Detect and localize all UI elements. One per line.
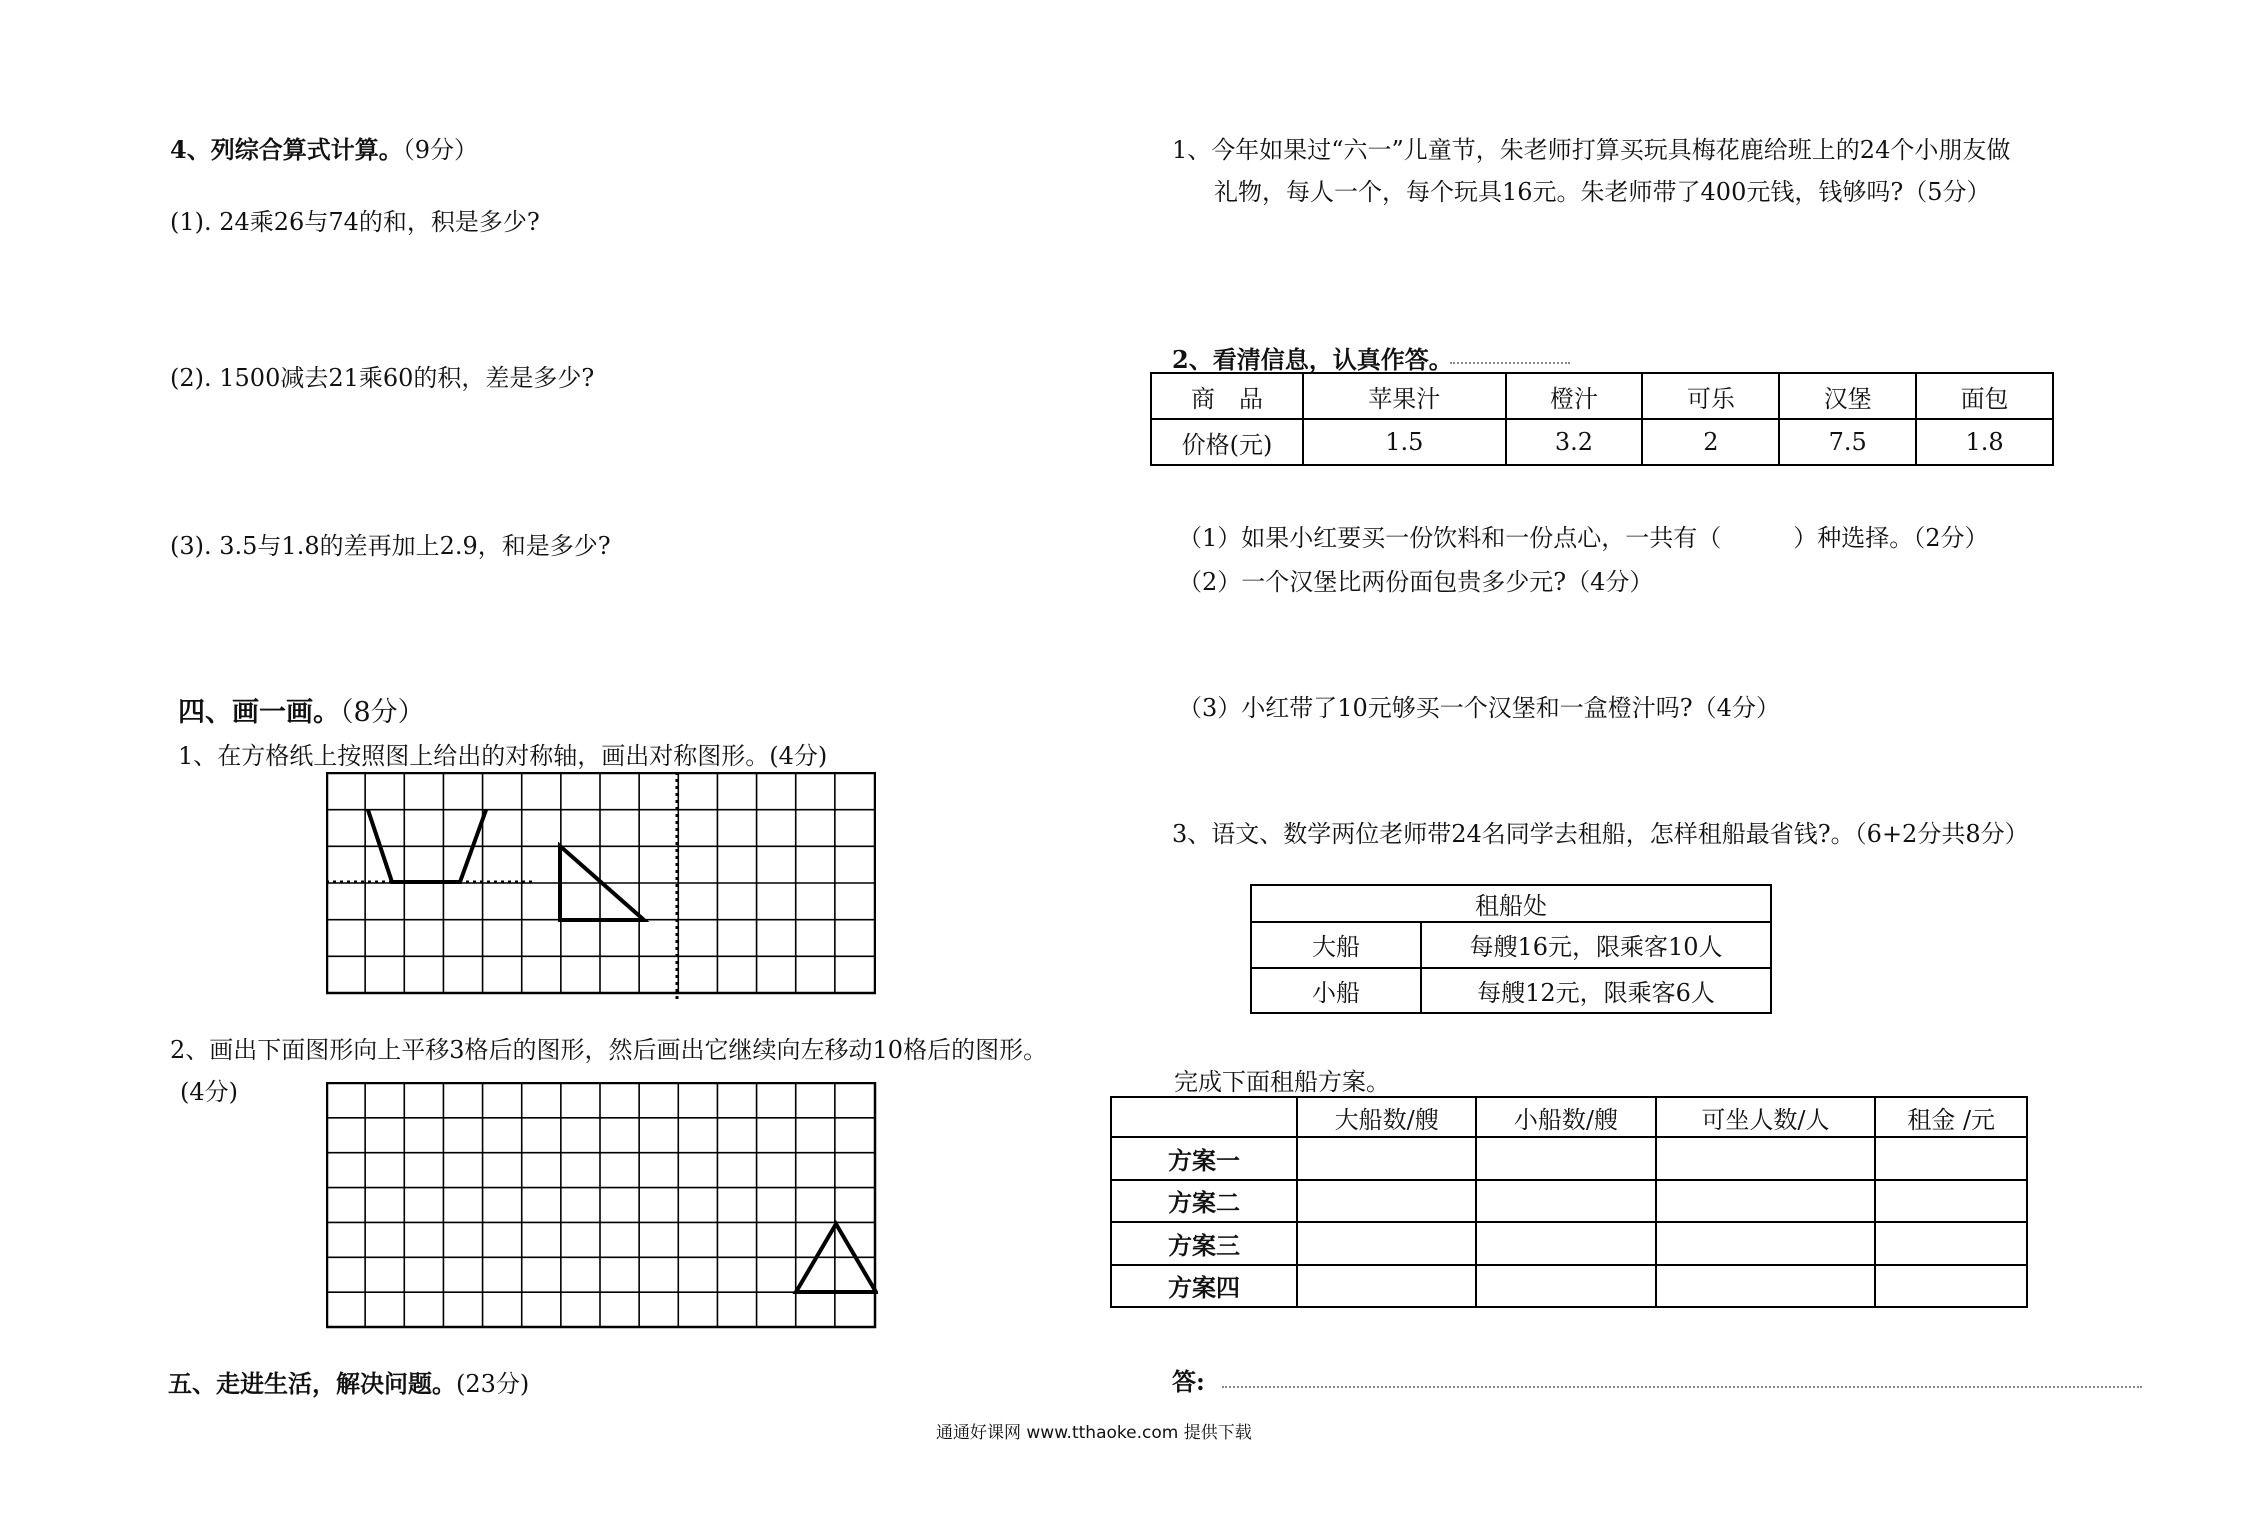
problem-2-q2: （2）一个汉堡比两份面包贵多少元?（4分） <box>1178 568 1654 596</box>
plan-cell[interactable] <box>1875 1137 2027 1180</box>
price-value: 2 <box>1642 419 1779 465</box>
plan-cell[interactable] <box>1656 1137 1876 1180</box>
plan-header-cell: 小船数/艘 <box>1476 1097 1655 1137</box>
problem-3-title: 3、语文、数学两位老师带24名同学去租船，怎样租船最省钱?。（6+2分共8分） <box>1172 820 2029 848</box>
plan-cell[interactable] <box>1297 1137 1476 1180</box>
question-2: (2). 1500减去21乘60的积，差是多少? <box>170 364 595 392</box>
problem-2-title: 2、看清信息，认真作答。 <box>1172 345 1453 374</box>
plan-cell[interactable] <box>1297 1265 1476 1308</box>
plan-cell[interactable] <box>1656 1180 1876 1223</box>
section-5-title <box>168 1364 529 1399</box>
section-5-points: (23分) <box>456 1370 530 1398</box>
plan-header-cell <box>1111 1097 1297 1137</box>
plan-row-label: 方案四 <box>1111 1265 1297 1308</box>
plan-cell[interactable] <box>1476 1180 1655 1223</box>
plan-cell[interactable] <box>1476 1137 1655 1180</box>
plan-row-label: 方案一 <box>1111 1137 1297 1180</box>
price-value: 1.8 <box>1916 419 2053 465</box>
plan-cell[interactable] <box>1875 1222 2027 1265</box>
plan-header-cell: 可坐人数/人 <box>1656 1097 1876 1137</box>
price-table <box>1150 372 2054 466</box>
plan-row <box>1111 1137 2027 1180</box>
plan-row <box>1111 1180 2027 1223</box>
price-table-header <box>1151 373 2053 419</box>
boat-table-row <box>1251 922 1771 968</box>
price-header-cell: 苹果汁 <box>1303 373 1506 419</box>
dotted-leader <box>1450 362 1570 364</box>
price-table-row <box>1151 419 2053 465</box>
price-header-cell: 可乐 <box>1642 373 1779 419</box>
question-1: (1). 24乘26与74的和，积是多少? <box>170 208 540 236</box>
section-4-points: （9分） <box>402 136 478 164</box>
boat-table-row <box>1251 968 1771 1014</box>
problem-2-q3: （3）小红带了10元够买一个汉堡和一盒橙汁吗?（4分） <box>1178 694 1780 722</box>
draw-task-1: 1、在方格纸上按照图上给出的对称轴，画出对称图形。(4分) <box>178 742 828 770</box>
problem-1-line-1: 1、今年如果过“六一”儿童节，朱老师打算买玩具梅花鹿给班上的24个小朋友做 <box>1172 136 2011 164</box>
section-4-title-text: 4、列综合算式计算。 <box>170 135 403 164</box>
translation-grid <box>326 1082 878 1330</box>
draw-task-2: 2、画出下面图形向上平移3格后的图形，然后画出它继续向左移动10格后的图形。 <box>170 1036 1048 1064</box>
symmetry-grid <box>326 772 876 1004</box>
plan-cell[interactable] <box>1875 1180 2027 1223</box>
plan-header-cell: 大船数/艘 <box>1297 1097 1476 1137</box>
section-draw-points: （8分） <box>340 697 425 728</box>
answer-line[interactable] <box>1222 1386 2142 1388</box>
price-header-cell: 商 品 <box>1151 373 1303 419</box>
boat-type: 小船 <box>1251 968 1421 1014</box>
problem-1-line-2: 礼物，每人一个，每个玩具16元。朱老师带了400元钱，钱够吗?（5分） <box>1214 178 1991 206</box>
plan-row-label: 方案二 <box>1111 1180 1297 1223</box>
boat-info: 每艘12元，限乘客6人 <box>1421 968 1771 1014</box>
section-5-title-text: 五、走进生活，解决问题。 <box>168 1369 456 1398</box>
plan-cell[interactable] <box>1476 1265 1655 1308</box>
plan-label: 完成下面租船方案。 <box>1174 1068 1390 1096</box>
plan-cell[interactable] <box>1656 1222 1876 1265</box>
footer-credit: 通通好课网 www.tthaoke.com 提供下载 <box>936 1423 1252 1443</box>
plan-row <box>1111 1222 2027 1265</box>
problem-2-q1: （1）如果小红要买一份饮料和一份点心，一共有（ ）种选择。（2分） <box>1178 524 1989 552</box>
price-header-cell: 面包 <box>1916 373 2053 419</box>
boat-info: 每艘16元，限乘客10人 <box>1421 922 1771 968</box>
price-header-cell: 橙汁 <box>1506 373 1643 419</box>
boat-rental-table <box>1250 884 1772 1014</box>
rental-plan-table <box>1110 1096 2028 1308</box>
draw-task-2-points: (4分) <box>180 1078 238 1106</box>
price-value: 7.5 <box>1779 419 1916 465</box>
boat-type: 大船 <box>1251 922 1421 968</box>
plan-cell[interactable] <box>1297 1222 1476 1265</box>
plan-cell[interactable] <box>1297 1180 1476 1223</box>
price-header-cell: 汉堡 <box>1779 373 1916 419</box>
question-3: (3). 3.5与1.8的差再加上2.9，和是多少? <box>170 532 611 560</box>
plan-table-header <box>1111 1097 2027 1137</box>
price-row-label: 价格(元) <box>1151 419 1303 465</box>
plan-cell[interactable] <box>1656 1265 1876 1308</box>
plan-cell[interactable] <box>1875 1265 2027 1308</box>
price-value: 1.5 <box>1303 419 1506 465</box>
section-draw-title <box>178 690 425 729</box>
plan-row-label: 方案三 <box>1111 1222 1297 1265</box>
section-4-title <box>170 130 478 165</box>
price-value: 3.2 <box>1506 419 1643 465</box>
boat-table-title: 租船处 <box>1251 885 1771 922</box>
section-draw-title-text: 四、画一画。 <box>178 697 340 728</box>
boat-table-title-row <box>1251 885 1771 922</box>
answer-label: 答: <box>1172 1367 1205 1396</box>
plan-cell[interactable] <box>1476 1222 1655 1265</box>
plan-header-cell: 租金 /元 <box>1875 1097 2027 1137</box>
plan-row <box>1111 1265 2027 1308</box>
